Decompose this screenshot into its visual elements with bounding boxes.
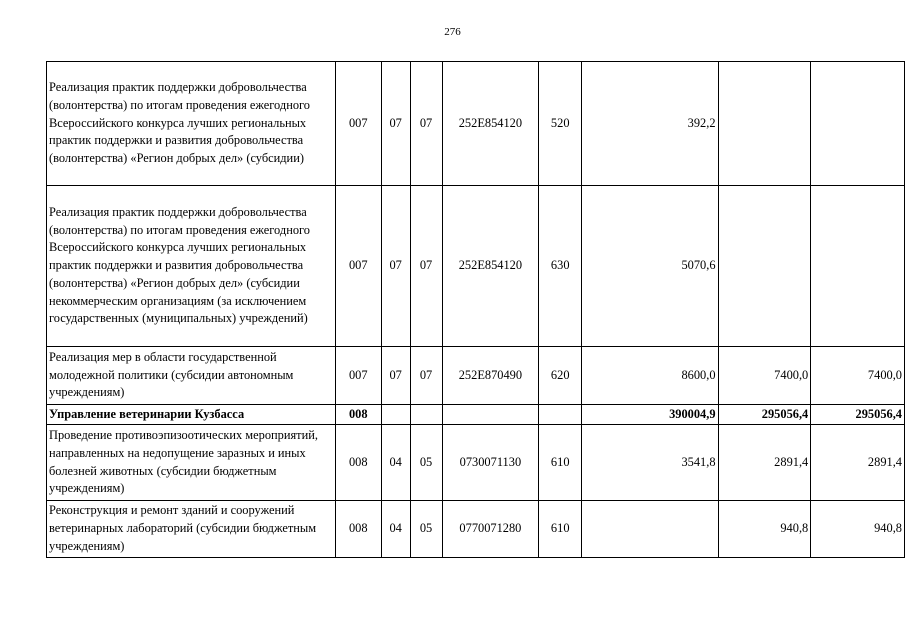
row-expense-type: 610	[539, 425, 582, 501]
row-value-1: 5070,6	[582, 186, 718, 347]
row-value-3: 2891,4	[811, 425, 905, 501]
row-grbs: 008	[335, 405, 381, 425]
row-value-2	[718, 62, 811, 186]
row-subsection: 05	[410, 501, 442, 558]
row-target-article: 0730071130	[442, 425, 539, 501]
row-section: 04	[381, 425, 410, 501]
row-value-2: 7400,0	[718, 347, 811, 405]
page-number: 276	[444, 26, 461, 38]
row-grbs: 008	[335, 501, 381, 558]
row-grbs: 007	[335, 62, 381, 186]
row-expense-type: 520	[539, 62, 582, 186]
row-section: 07	[381, 347, 410, 405]
row-name: Реализация практик поддержки добровольчества (волонтерства) по итогам проведения ежегодного Всероссийского конкурса лучших региональных практик поддержки и развития добровольчества (волонтерства) «Регион добрых дел» (субсидии)	[47, 62, 336, 186]
row-name: Реализация мер в области государственной молодежной политики (субсидии автономным учреждениям)	[47, 347, 336, 405]
row-value-3	[811, 186, 905, 347]
row-section	[381, 405, 410, 425]
row-subsection: 07	[410, 347, 442, 405]
row-value-1: 390004,9	[582, 405, 718, 425]
row-target-article: 252Е854120	[442, 186, 539, 347]
row-expense-type: 610	[539, 501, 582, 558]
row-value-1: 3541,8	[582, 425, 718, 501]
table-row	[47, 501, 905, 558]
row-subsection: 07	[410, 62, 442, 186]
row-name: Проведение противоэпизоотических мероприятий, направленных на недопущение заразных и иных болезней животных (субсидии бюджетным учреждениям)	[47, 425, 336, 501]
row-expense-type: 630	[539, 186, 582, 347]
row-expense-type	[539, 405, 582, 425]
row-value-1: 8600,0	[582, 347, 718, 405]
row-value-3: 295056,4	[811, 405, 905, 425]
row-name: Управление ветеринарии Кузбасса	[47, 405, 336, 425]
row-value-3: 940,8	[811, 501, 905, 558]
row-target-article: 252Е870490	[442, 347, 539, 405]
row-value-2: 940,8	[718, 501, 811, 558]
row-name: Реконструкция и ремонт зданий и сооружений ветеринарных лабораторий (субсидии бюджетным учреждениям)	[47, 501, 336, 558]
row-grbs: 007	[335, 186, 381, 347]
table-row-section-total	[47, 405, 905, 425]
table-row	[47, 62, 905, 186]
row-section: 04	[381, 501, 410, 558]
row-subsection: 05	[410, 425, 442, 501]
row-section: 07	[381, 62, 410, 186]
row-target-article: 0770071280	[442, 501, 539, 558]
row-grbs: 008	[335, 425, 381, 501]
budget-table	[46, 61, 905, 558]
row-value-1: 392,2	[582, 62, 718, 186]
row-name: Реализация практик поддержки добровольчества (волонтерства) по итогам проведения ежегодного Всероссийского конкурса лучших региональных практик поддержки и развития добровольчества (волонтерства) «Регион добрых дел» (субсидии некоммерческим организациям (за исключением государственных (муниципальных) учреждений)	[47, 186, 336, 347]
row-value-3	[811, 62, 905, 186]
row-target-article: 252Е854120	[442, 62, 539, 186]
table-row	[47, 347, 905, 405]
row-grbs: 007	[335, 347, 381, 405]
row-value-3: 7400,0	[811, 347, 905, 405]
row-target-article	[442, 405, 539, 425]
row-section: 07	[381, 186, 410, 347]
row-subsection	[410, 405, 442, 425]
table-row	[47, 186, 905, 347]
table-row	[47, 425, 905, 501]
row-value-2: 295056,4	[718, 405, 811, 425]
row-value-2	[718, 186, 811, 347]
row-value-2: 2891,4	[718, 425, 811, 501]
row-subsection: 07	[410, 186, 442, 347]
row-value-1	[582, 501, 718, 558]
row-expense-type: 620	[539, 347, 582, 405]
